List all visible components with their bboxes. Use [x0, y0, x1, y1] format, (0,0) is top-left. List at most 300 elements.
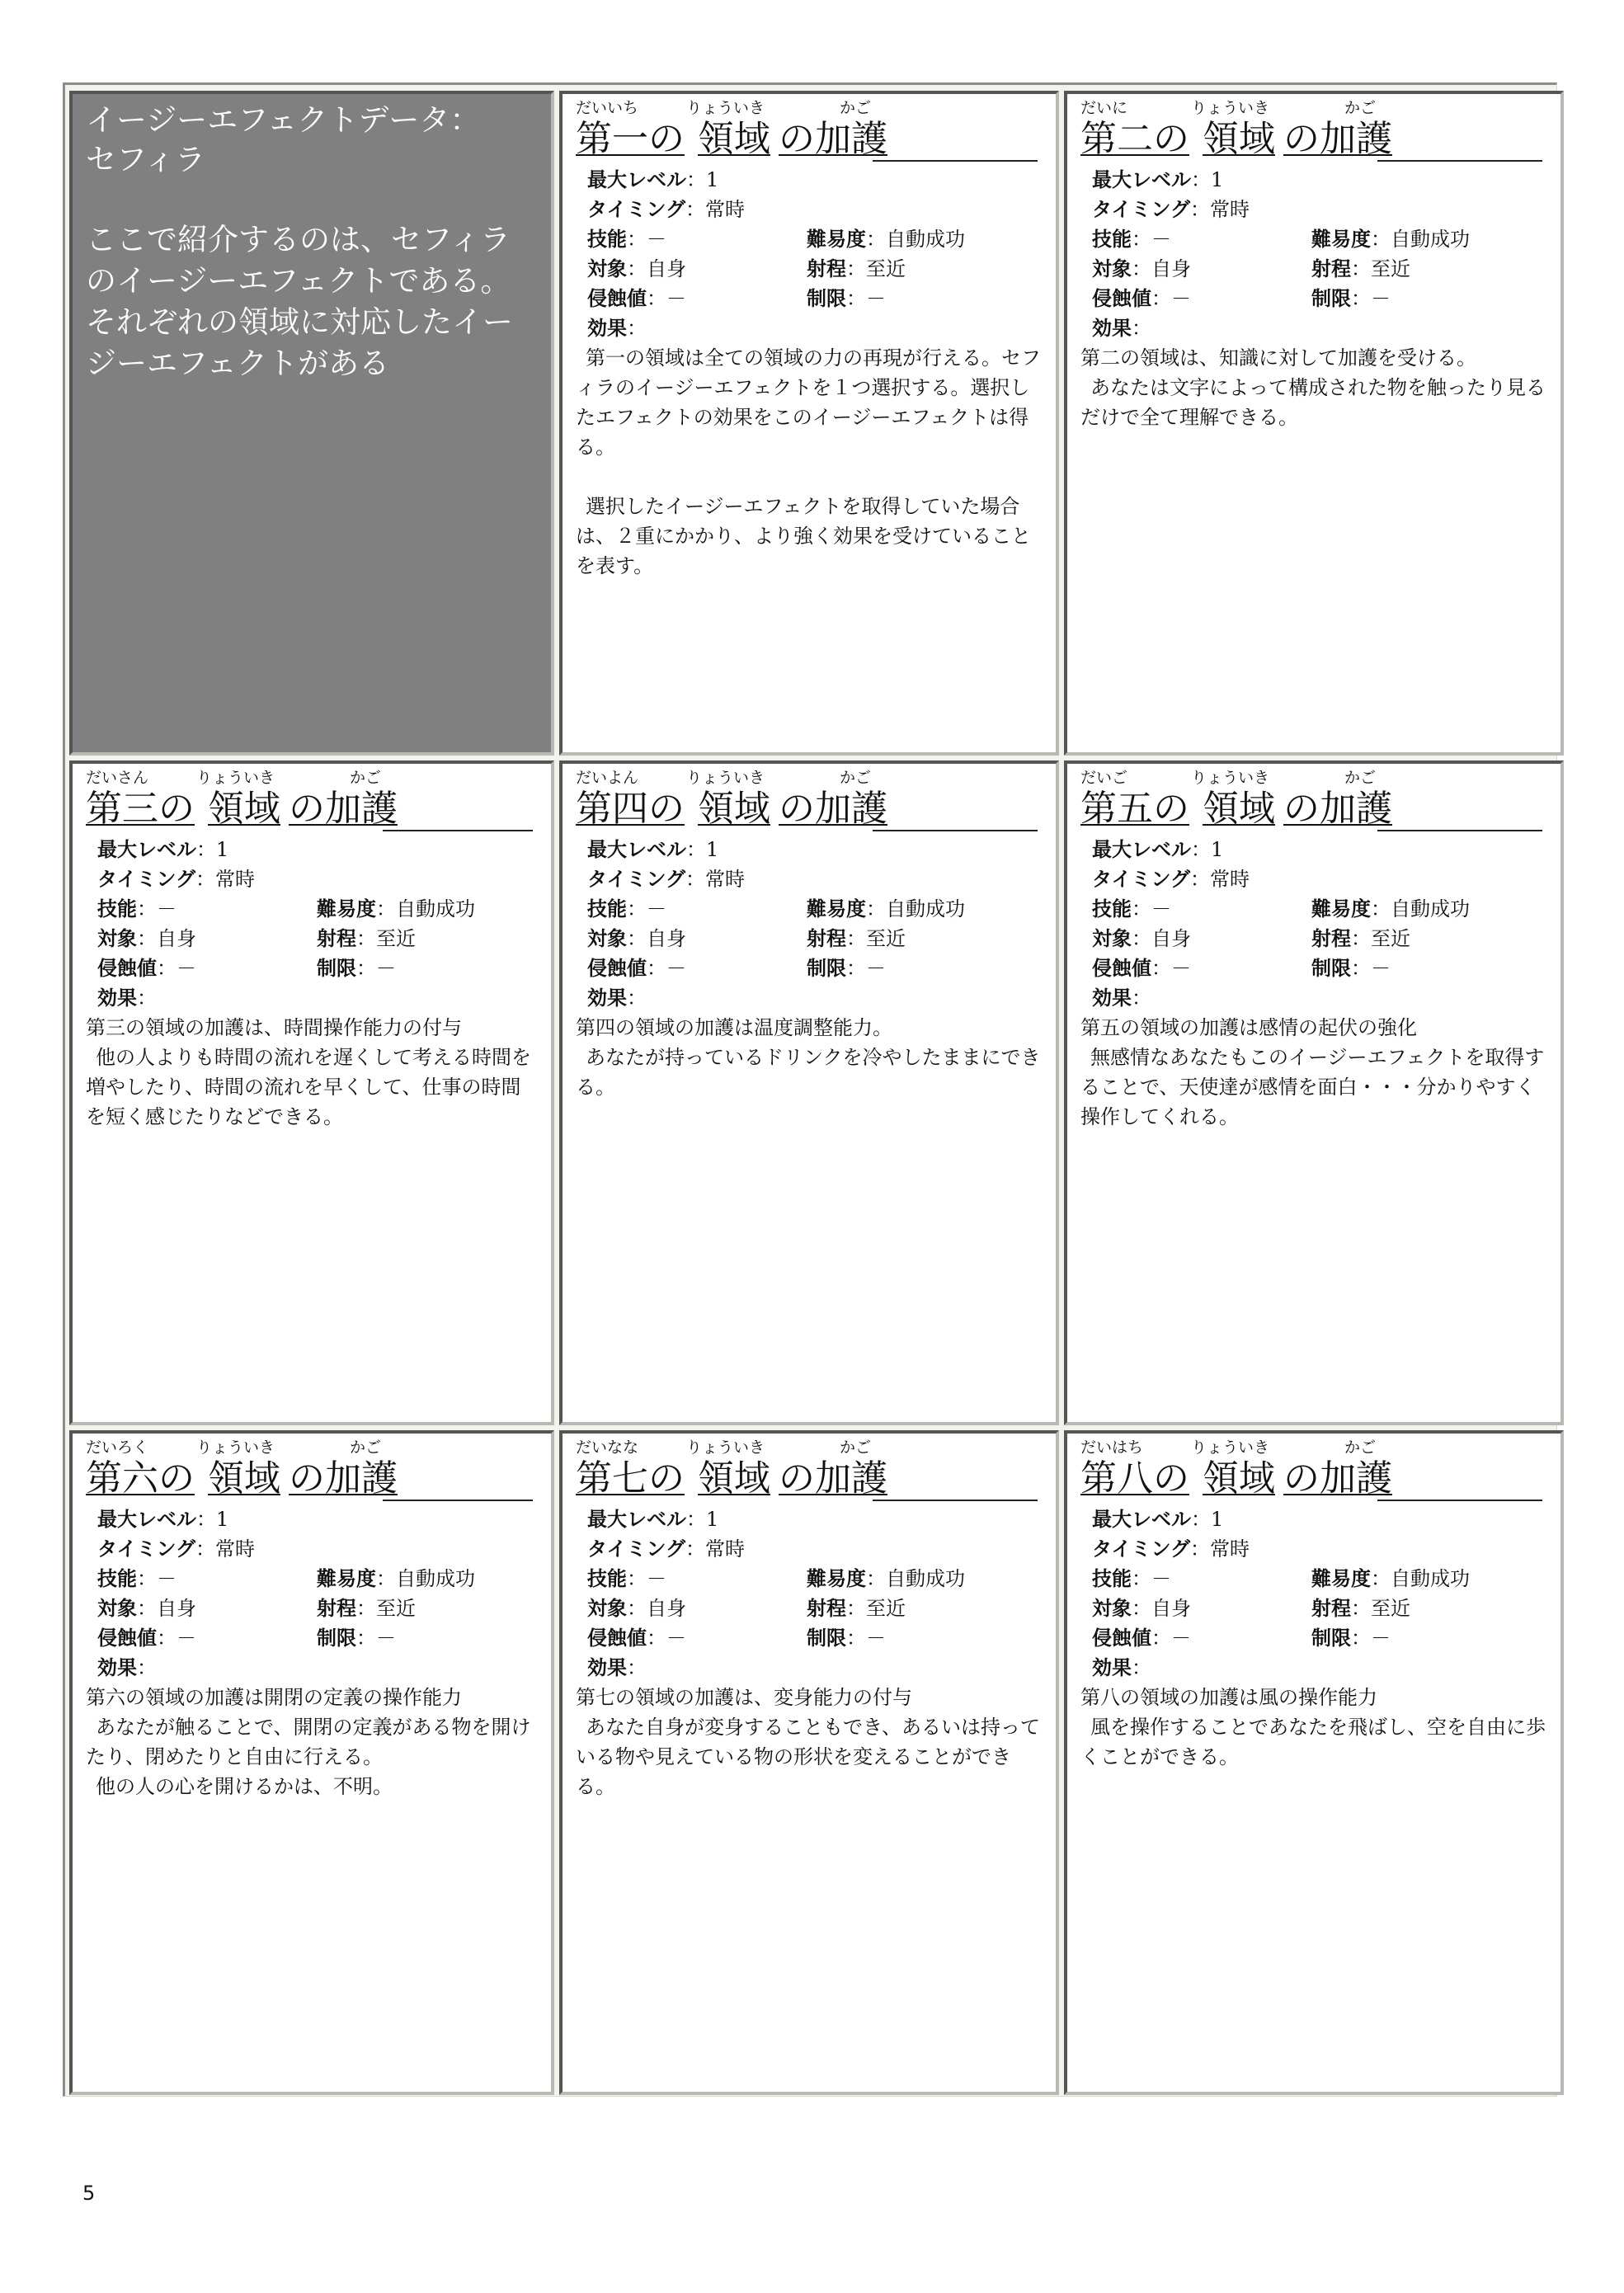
effect-grid	[69, 91, 1554, 2095]
stats-block	[1080, 165, 1549, 343]
title-blessing: の加護	[779, 118, 887, 160]
target-label: 対象	[1092, 1597, 1132, 1620]
ruby-area: りょういき	[1191, 769, 1270, 787]
limit-value: －	[1371, 287, 1391, 310]
intro-title: イージーエフェクトデータ：	[86, 102, 481, 138]
effect-text	[86, 1013, 539, 1132]
stat-row: 効果：	[587, 317, 647, 340]
stat-row: 効果：	[1092, 986, 1151, 1010]
range-value: 至近	[376, 1597, 416, 1620]
target-label: 対象	[97, 1597, 137, 1620]
title-area: 領域	[1203, 118, 1275, 160]
range-value: 至近	[1371, 927, 1410, 950]
erosion-value: －	[1171, 1627, 1191, 1650]
ruby-ordinal: だいはち	[1080, 1438, 1144, 1457]
card-title	[576, 1458, 1044, 1503]
stat-row: 対象：自身 射程：至近	[97, 927, 416, 950]
effect-paragraph: 選択したイージーエフェクトを取得していた場合は、２重にかかり、より強く効果を受けていることを表す。	[576, 495, 1031, 577]
stat-row: 最大レベル：1	[587, 1508, 719, 1531]
skill-value: －	[157, 897, 177, 920]
card-title	[1080, 119, 1549, 163]
target-label: 対象	[587, 927, 627, 950]
effect-text	[1080, 1013, 1549, 1132]
range-label: 射程	[807, 1597, 846, 1620]
title-area: 領域	[698, 1457, 770, 1500]
title-area: 領域	[698, 118, 770, 160]
timing-label: タイミング	[1092, 868, 1191, 891]
stat-row: 侵蝕値：－ 制限：－	[1092, 287, 1391, 310]
target-value: 自身	[1151, 1597, 1191, 1620]
title-ordinal: 第一の	[576, 118, 685, 160]
title-blessing: の加護	[289, 1457, 398, 1500]
stat-row: 侵蝕値：－ 制限：－	[1092, 1627, 1391, 1650]
stat-row: 技能：－ 難易度：自動成功	[97, 897, 475, 920]
card-title	[576, 789, 1044, 833]
stat-row: 技能：－ 難易度：自動成功	[1092, 1567, 1470, 1590]
range-value: 至近	[866, 257, 906, 280]
timing-value: 常時	[215, 868, 256, 891]
effect-text	[1080, 343, 1549, 432]
ruby-area: りょういき	[1191, 1438, 1270, 1457]
stat-row: タイミング：常時	[97, 868, 256, 891]
ruby-ordinal: だいいち	[576, 99, 639, 117]
title-rule	[383, 1500, 533, 1501]
target-label: 対象	[97, 927, 137, 950]
ruby-area: りょういき	[686, 99, 765, 117]
title-rule	[873, 160, 1038, 162]
stat-row: 侵蝕値：－ 制限：－	[97, 957, 396, 980]
ruby-blessing: かご	[840, 769, 872, 787]
difficulty-value: 自動成功	[886, 1567, 965, 1590]
max-level-label: 最大レベル	[587, 838, 686, 861]
target-value: 自身	[1151, 257, 1191, 280]
card-title	[1080, 789, 1549, 833]
erosion-value: －	[666, 1627, 686, 1650]
title-ordinal: 第二の	[1080, 118, 1189, 160]
paragraph-gap	[576, 462, 1044, 492]
erosion-label: 侵蝕値	[587, 287, 647, 310]
title-blessing: の加護	[289, 788, 398, 830]
range-label: 射程	[807, 927, 846, 950]
effect-label: 効果	[1092, 317, 1132, 340]
stat-row: 最大レベル：1	[587, 168, 719, 191]
erosion-label: 侵蝕値	[97, 1627, 157, 1650]
effect-paragraph: 他の人の心を開けるかは、不明。	[96, 1775, 393, 1798]
ruby-row	[86, 767, 539, 789]
limit-label: 制限	[807, 1627, 846, 1650]
max-level-value: 1	[706, 838, 719, 861]
stat-row: タイミング：常時	[1092, 198, 1250, 221]
effect-card-8	[1064, 1430, 1564, 2095]
title-area: 領域	[208, 1457, 280, 1500]
erosion-label: 侵蝕値	[587, 1627, 647, 1650]
range-value: 至近	[376, 927, 416, 950]
title-ordinal: 第八の	[1080, 1457, 1189, 1500]
range-label: 射程	[1311, 257, 1351, 280]
target-label: 対象	[587, 257, 627, 280]
max-level-value: 1	[1211, 168, 1224, 191]
skill-label: 技能	[1092, 228, 1132, 251]
title-ordinal: 第五の	[1080, 788, 1189, 830]
target-value: 自身	[157, 1597, 196, 1620]
timing-label: タイミング	[587, 1537, 686, 1561]
range-label: 射程	[1311, 1597, 1351, 1620]
ruby-row	[1080, 97, 1549, 119]
max-level-value: 1	[216, 1508, 229, 1531]
limit-label: 制限	[1311, 957, 1351, 980]
title-rule	[1377, 160, 1542, 162]
ruby-ordinal: だいなな	[576, 1438, 639, 1457]
stats-block	[576, 835, 1044, 1013]
max-level-value: 1	[706, 1508, 719, 1531]
ruby-area: りょういき	[686, 769, 765, 787]
effect-label: 効果	[1092, 1656, 1132, 1679]
card-title	[576, 119, 1044, 163]
ruby-ordinal: だいさん	[86, 769, 149, 787]
max-level-label: 最大レベル	[1092, 838, 1191, 861]
difficulty-label: 難易度	[317, 1567, 376, 1590]
max-level-value: 1	[706, 168, 719, 191]
difficulty-value: 自動成功	[886, 228, 965, 251]
ruby-row	[1080, 1437, 1549, 1458]
skill-value: －	[647, 897, 666, 920]
title-rule	[383, 830, 533, 831]
limit-label: 制限	[1311, 287, 1351, 310]
difficulty-value: 自動成功	[886, 897, 965, 920]
limit-label: 制限	[1311, 1627, 1351, 1650]
stat-row: 効果：	[587, 986, 647, 1010]
stat-row: 対象：自身 射程：至近	[587, 927, 906, 950]
intro-description: ここで紹介するのは、セフィラのイージーエフェクトである。それぞれの領域に対応したイージーエフェクトがある	[86, 222, 513, 381]
title-rule	[1377, 1500, 1542, 1501]
stat-row: 効果：	[97, 986, 157, 1010]
stat-row: 効果：	[1092, 1656, 1151, 1679]
range-value: 至近	[1371, 257, 1410, 280]
ruby-blessing: かご	[840, 99, 872, 117]
difficulty-value: 自動成功	[396, 1567, 475, 1590]
effect-paragraph: 第八の領域の加護は風の操作能力	[1080, 1686, 1377, 1709]
erosion-label: 侵蝕値	[1092, 1627, 1151, 1650]
erosion-value: －	[1171, 287, 1191, 310]
effect-paragraph: あなたが持っているドリンクを冷やしたままにできる。	[576, 1046, 1041, 1099]
timing-value: 常時	[705, 1537, 746, 1561]
effect-paragraph: 第五の領域の加護は感情の起伏の強化	[1080, 1016, 1417, 1039]
stat-row: 対象：自身 射程：至近	[1092, 257, 1410, 280]
ruby-blessing: かご	[1344, 1438, 1377, 1457]
effect-label: 効果	[97, 1656, 137, 1679]
effect-text	[1080, 1683, 1549, 1772]
effect-card-6	[69, 1430, 554, 2095]
stat-row: 対象：自身 射程：至近	[97, 1597, 416, 1620]
stat-row: 最大レベル：1	[97, 838, 229, 861]
stat-row: 技能：－ 難易度：自動成功	[1092, 228, 1470, 251]
max-level-label: 最大レベル	[97, 1508, 196, 1531]
ruby-area: りょういき	[196, 1438, 275, 1457]
max-level-label: 最大レベル	[1092, 1508, 1191, 1531]
page-number: 5	[82, 2182, 96, 2205]
limit-value: －	[866, 287, 886, 310]
stat-row: 技能：－ 難易度：自動成功	[97, 1567, 475, 1590]
timing-label: タイミング	[587, 198, 686, 221]
target-value: 自身	[647, 1597, 686, 1620]
stat-row: 対象：自身 射程：至近	[1092, 1597, 1410, 1620]
skill-label: 技能	[1092, 897, 1132, 920]
effect-paragraph: 他の人よりも時間の流れを遅くして考える時間を増やしたり、時間の流れを早くして、仕事の時間を短く感じたりなどできる。	[86, 1046, 531, 1128]
stat-row: 技能：－ 難易度：自動成功	[587, 897, 965, 920]
timing-value: 常時	[705, 198, 746, 221]
title-rule	[873, 830, 1038, 831]
effect-paragraph: 第四の領域の加護は温度調整能力。	[576, 1016, 892, 1039]
skill-label: 技能	[1092, 1567, 1132, 1590]
effect-card-1	[559, 91, 1059, 756]
effect-card-4	[559, 760, 1059, 1425]
difficulty-label: 難易度	[317, 897, 376, 920]
target-label: 対象	[1092, 927, 1132, 950]
range-label: 射程	[1311, 927, 1351, 950]
ruby-row	[576, 1437, 1044, 1458]
intro-panel	[69, 91, 554, 756]
erosion-value: －	[666, 957, 686, 980]
title-area: 領域	[698, 788, 770, 830]
range-value: 至近	[866, 1597, 906, 1620]
limit-value: －	[376, 1627, 396, 1650]
max-level-value: 1	[216, 838, 229, 861]
difficulty-value: 自動成功	[1391, 897, 1470, 920]
stat-row: 効果：	[587, 1656, 647, 1679]
erosion-label: 侵蝕値	[1092, 287, 1151, 310]
ruby-ordinal: だいろく	[86, 1438, 149, 1457]
card-title	[1080, 1458, 1549, 1503]
ruby-row	[1080, 767, 1549, 789]
skill-value: －	[1151, 1567, 1171, 1590]
stat-row: 最大レベル：1	[1092, 838, 1224, 861]
erosion-label: 侵蝕値	[1092, 957, 1151, 980]
stat-row: 最大レベル：1	[1092, 1508, 1224, 1531]
effect-card-3	[69, 760, 554, 1425]
ruby-blessing: かご	[840, 1438, 872, 1457]
range-label: 射程	[317, 927, 356, 950]
skill-value: －	[1151, 228, 1171, 251]
difficulty-label: 難易度	[807, 897, 866, 920]
range-label: 射程	[807, 257, 846, 280]
erosion-value: －	[1171, 957, 1191, 980]
skill-value: －	[157, 1567, 177, 1590]
limit-label: 制限	[317, 1627, 356, 1650]
effect-paragraph: あなたは文字によって構成された物を触ったり見るだけで全て理解できる。	[1080, 376, 1546, 429]
effect-paragraph: あなたが触ることで、開閉の定義がある物を開けたり、閉めたりと自由に行える。	[86, 1716, 531, 1768]
skill-value: －	[1151, 897, 1171, 920]
limit-value: －	[1371, 957, 1391, 980]
erosion-label: 侵蝕値	[587, 957, 647, 980]
effect-card-7	[559, 1430, 1059, 2095]
skill-label: 技能	[587, 1567, 627, 1590]
stat-row: タイミング：常時	[1092, 1537, 1250, 1561]
timing-value: 常時	[1210, 1537, 1250, 1561]
stat-row: 対象：自身 射程：至近	[1092, 927, 1410, 950]
ruby-area: りょういき	[1191, 99, 1270, 117]
ruby-blessing: かご	[1344, 99, 1377, 117]
effect-paragraph: 第七の領域の加護は、変身能力の付与	[576, 1686, 912, 1709]
difficulty-value: 自動成功	[1391, 1567, 1470, 1590]
effect-paragraph: あなた自身が変身することもでき、あるいは持っている物や見えている物の形状を変えることができる。	[576, 1716, 1041, 1798]
target-label: 対象	[1092, 257, 1132, 280]
skill-label: 技能	[97, 897, 137, 920]
limit-value: －	[866, 1627, 886, 1650]
stats-block	[576, 165, 1044, 343]
effect-paragraph: 第二の領域は、知識に対して加護を受ける。	[1080, 346, 1476, 370]
ruby-blessing: かご	[350, 1438, 382, 1457]
timing-value: 常時	[215, 1537, 256, 1561]
difficulty-value: 自動成功	[1391, 228, 1470, 251]
difficulty-value: 自動成功	[396, 897, 475, 920]
ruby-area: りょういき	[686, 1438, 765, 1457]
stat-row: タイミング：常時	[587, 1537, 746, 1561]
difficulty-label: 難易度	[1311, 228, 1371, 251]
max-level-label: 最大レベル	[1092, 168, 1191, 191]
difficulty-label: 難易度	[1311, 897, 1371, 920]
timing-value: 常時	[1210, 198, 1250, 221]
stat-row: 対象：自身 射程：至近	[587, 257, 906, 280]
stat-row: タイミング：常時	[587, 868, 746, 891]
card-title	[86, 789, 539, 833]
effect-text	[576, 1683, 1044, 1801]
title-ordinal: 第三の	[86, 788, 195, 830]
stat-row: 侵蝕値：－ 制限：－	[587, 957, 886, 980]
ruby-row	[576, 767, 1044, 789]
timing-label: タイミング	[1092, 198, 1191, 221]
ruby-row	[576, 97, 1044, 119]
effect-label: 効果	[587, 986, 627, 1010]
title-rule	[873, 1500, 1038, 1501]
limit-label: 制限	[807, 287, 846, 310]
skill-label: 技能	[587, 897, 627, 920]
erosion-value: －	[177, 957, 196, 980]
skill-value: －	[647, 1567, 666, 1590]
difficulty-label: 難易度	[807, 1567, 866, 1590]
erosion-label: 侵蝕値	[97, 957, 157, 980]
timing-label: タイミング	[587, 868, 686, 891]
intro-subtitle: セフィラ	[86, 142, 206, 177]
effect-label: 効果	[587, 317, 627, 340]
ruby-row	[86, 1437, 539, 1458]
title-ordinal: 第四の	[576, 788, 685, 830]
timing-value: 常時	[705, 868, 746, 891]
effect-text	[576, 343, 1044, 581]
stats-block	[1080, 835, 1549, 1013]
stats-block	[86, 835, 539, 1013]
timing-label: タイミング	[1092, 1537, 1191, 1561]
stat-row: 技能：－ 難易度：自動成功	[587, 1567, 965, 1590]
effect-paragraph: 第六の領域の加護は開閉の定義の操作能力	[86, 1686, 462, 1709]
title-ordinal: 第六の	[86, 1457, 195, 1500]
effect-paragraph: 風を操作することであなたを飛ばし、空を自由に歩くことができる。	[1080, 1716, 1546, 1768]
stat-row: タイミング：常時	[97, 1537, 256, 1561]
title-blessing: の加護	[1283, 788, 1392, 830]
limit-label: 制限	[807, 957, 846, 980]
limit-value: －	[866, 957, 886, 980]
range-label: 射程	[317, 1597, 356, 1620]
erosion-value: －	[666, 287, 686, 310]
skill-label: 技能	[587, 228, 627, 251]
target-value: 自身	[647, 927, 686, 950]
effect-label: 効果	[97, 986, 137, 1010]
stat-row: タイミング：常時	[1092, 868, 1250, 891]
target-label: 対象	[587, 1597, 627, 1620]
effect-paragraph: 第一の領域は全ての領域の力の再現が行える。セフィラのイージーエフェクトを１つ選択する。選択したエフェクトの効果をこのイージーエフェクトは得る。	[576, 346, 1041, 459]
title-blessing: の加護	[1283, 118, 1392, 160]
ruby-blessing: かご	[350, 769, 382, 787]
stat-row: 最大レベル：1	[97, 1508, 229, 1531]
stat-row: 技能：－ 難易度：自動成功	[1092, 897, 1470, 920]
stat-row: 最大レベル：1	[1092, 168, 1224, 191]
effect-card-2	[1064, 91, 1564, 756]
limit-value: －	[376, 957, 396, 980]
stat-row: タイミング：常時	[587, 198, 746, 221]
target-value: 自身	[157, 927, 196, 950]
stat-row: 効果：	[1092, 317, 1151, 340]
skill-value: －	[647, 228, 666, 251]
max-level-value: 1	[1211, 838, 1224, 861]
stat-row: 対象：自身 射程：至近	[587, 1597, 906, 1620]
stats-block	[86, 1504, 539, 1683]
title-blessing: の加護	[779, 788, 887, 830]
limit-label: 制限	[317, 957, 356, 980]
effect-paragraph: 第三の領域の加護は、時間操作能力の付与	[86, 1016, 462, 1039]
stat-row: 効果：	[97, 1656, 157, 1679]
title-rule	[1377, 830, 1542, 831]
stats-block	[1080, 1504, 1549, 1683]
title-ordinal: 第七の	[576, 1457, 685, 1500]
difficulty-label: 難易度	[1311, 1567, 1371, 1590]
ruby-blessing: かご	[1344, 769, 1377, 787]
effect-text	[576, 1013, 1044, 1102]
title-area: 領域	[208, 788, 280, 830]
effect-label: 効果	[1092, 986, 1132, 1010]
range-value: 至近	[1371, 1597, 1410, 1620]
effect-card-5	[1064, 760, 1564, 1425]
skill-label: 技能	[97, 1567, 137, 1590]
target-value: 自身	[647, 257, 686, 280]
effect-paragraph: 無感情なあなたもこのイージーエフェクトを取得することで、天使達が感情を面白・・・分かりやすく操作してくれる。	[1080, 1046, 1545, 1128]
ruby-ordinal: だいに	[1080, 99, 1128, 117]
stat-row: 侵蝕値：－ 制限：－	[587, 1627, 886, 1650]
card-title	[86, 1458, 539, 1503]
target-value: 自身	[1151, 927, 1191, 950]
max-level-label: 最大レベル	[97, 838, 196, 861]
range-value: 至近	[866, 927, 906, 950]
title-blessing: の加護	[779, 1457, 887, 1500]
timing-label: タイミング	[97, 1537, 196, 1561]
stat-row: 最大レベル：1	[587, 838, 719, 861]
effect-text	[86, 1683, 539, 1801]
title-blessing: の加護	[1283, 1457, 1392, 1500]
ruby-area: りょういき	[196, 769, 275, 787]
title-area: 領域	[1203, 788, 1275, 830]
stat-row: 侵蝕値：－ 制限：－	[97, 1627, 396, 1650]
effect-label: 効果	[587, 1656, 627, 1679]
difficulty-label: 難易度	[807, 228, 866, 251]
stat-row: 侵蝕値：－ 制限：－	[587, 287, 886, 310]
stat-row: 技能：－ 難易度：自動成功	[587, 228, 965, 251]
max-level-label: 最大レベル	[587, 1508, 686, 1531]
stat-row: 侵蝕値：－ 制限：－	[1092, 957, 1391, 980]
ruby-ordinal: だいご	[1080, 769, 1128, 787]
max-level-label: 最大レベル	[587, 168, 686, 191]
max-level-value: 1	[1211, 1508, 1224, 1531]
limit-value: －	[1371, 1627, 1391, 1650]
timing-value: 常時	[1210, 868, 1250, 891]
title-area: 領域	[1203, 1457, 1275, 1500]
